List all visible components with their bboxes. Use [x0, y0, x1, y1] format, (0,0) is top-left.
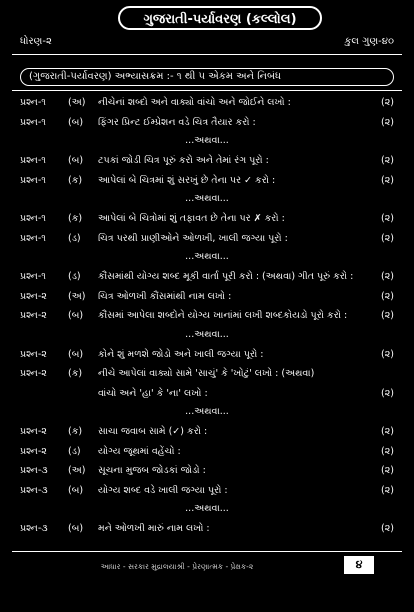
question-row — [20, 288, 394, 306]
sub-question-label: (ક) — [68, 174, 83, 186]
question-number: પ્રશ્ન-૧ — [20, 155, 46, 166]
sub-question-label: (બ) — [68, 155, 84, 166]
or-separator: ...અથવા... — [185, 328, 229, 340]
question-marks: (૨) — [381, 445, 394, 457]
question-row — [20, 346, 394, 364]
question-row — [20, 423, 394, 441]
page-title-banner: ગુજરાતી-પર્યાવરણ (કલ્લોલ) — [118, 6, 322, 30]
question-number: પ્રશ્ન-૨ — [20, 348, 47, 360]
question-row — [20, 520, 394, 538]
question-text: આપેલાં બે ચિત્રમાં શું સરખું છે તેના પર ✓ કરો : — [98, 174, 276, 186]
question-number: પ્રશ્ન-૧ — [20, 116, 46, 128]
question-text: કોને શું મળશે જોડો અને ખાલી જગ્યા પૂરો : — [98, 348, 264, 360]
question-text: ટપકાં જોડી ચિત્ર પૂરું કરો અને તેમાં રંગ પૂરો : — [98, 155, 269, 166]
question-marks: (૨) — [381, 387, 394, 399]
question-number: પ્રશ્ન-૨ — [20, 310, 47, 321]
question-text: નીચે આપેલાં વાક્યો સામે 'સાચું' કે 'ખોટું' લખો : (અથવા) — [98, 368, 315, 379]
question-number: પ્રશ્ન-૨ — [20, 290, 47, 302]
question-text: કૌંસમાંથી યોગ્ય શબ્દ મૂકી વાર્તા પૂરી કરો : (અથવા) ગીત પૂરું કરો : — [98, 271, 354, 282]
question-row — [20, 385, 394, 403]
question-text: મને ઓળખી મારું નામ લખો : — [98, 523, 210, 534]
question-marks: (૨) — [381, 290, 394, 302]
sub-question-label: (અ) — [68, 290, 86, 302]
question-row — [20, 443, 394, 461]
sub-question-label: (બ) — [68, 523, 84, 534]
page-number: ૪ — [344, 556, 374, 574]
or-separator: ...અથવા... — [185, 251, 229, 262]
question-number: પ્રશ્ન-૧ — [20, 232, 46, 244]
or-separator: ...અથવા... — [185, 135, 229, 146]
question-row — [20, 114, 394, 132]
sub-question-label: (ક) — [68, 426, 83, 437]
question-marks: (૨) — [381, 271, 394, 282]
or-separator: ...અથવા... — [185, 193, 229, 204]
question-number: પ્રશ્ન-૧ — [20, 213, 46, 224]
header-divider — [12, 54, 402, 55]
question-text: વાંચો અને 'હા' કે 'ના' લખો : — [98, 387, 208, 399]
header-row — [20, 36, 394, 52]
sub-question-label: (ક) — [68, 368, 83, 379]
sub-question-label: (ડ) — [68, 232, 81, 244]
sub-question-label: (બ) — [68, 484, 84, 496]
sub-question-label: (અ) — [68, 97, 86, 108]
question-marks: (૨) — [381, 465, 394, 476]
sub-question-label: (ડ) — [68, 445, 81, 457]
sub-question-label: (ક) — [68, 213, 83, 224]
question-marks: (૨) — [381, 426, 394, 437]
sub-question-label: (બ) — [68, 116, 84, 128]
question-text: કૌંસમાં આપેલા શબ્દોને યોગ્ય ખાનાંમાં લખી શબ્દકોયડો પૂરો કરો : — [98, 310, 348, 321]
question-row — [20, 94, 394, 112]
question-text: સાચા જવાબ સામે (✓) કરો : — [98, 426, 208, 437]
question-number: પ્રશ્ન-૩ — [20, 465, 48, 476]
question-text: સૂચના મુજબ જોડકાં જોડો : — [98, 465, 206, 476]
sub-question-label: (ડ) — [68, 271, 81, 282]
question-row — [20, 152, 394, 170]
total-marks-label: કુલ ગુણ-૪૦ — [344, 36, 394, 47]
question-number: પ્રશ્ન-૨ — [20, 368, 47, 379]
question-marks: (૨) — [381, 484, 394, 496]
question-number: પ્રશ્ન-૧ — [20, 271, 46, 282]
question-row — [20, 172, 394, 190]
question-number: પ્રશ્ન-૨ — [20, 445, 47, 457]
question-row — [20, 307, 394, 325]
footer-text: આધાર - સરકાર મુદ્રાલયાશ્રી - પ્રેરણાત્મક - પ્રેક્ષક-૨ — [100, 562, 254, 571]
question-number: પ્રશ્ન-૩ — [20, 523, 48, 534]
question-row — [20, 365, 394, 383]
syllabus-divider — [12, 90, 402, 91]
standard-label: ધોરણ-૨ — [20, 36, 52, 47]
question-marks: (૨) — [381, 310, 394, 321]
or-separator: ...અથવા... — [185, 406, 229, 417]
question-marks: (૨) — [381, 523, 394, 534]
question-row — [20, 268, 394, 286]
question-marks: (૨) — [381, 232, 394, 244]
question-text: યોગ્ય શબ્દ વડે ખાલી જગ્યા પૂરો : — [98, 484, 228, 496]
question-number: પ્રશ્ન-૧ — [20, 174, 46, 186]
question-marks: (૨) — [381, 155, 394, 166]
or-separator: ...અથવા... — [185, 503, 229, 514]
sub-question-label: (બ) — [68, 348, 84, 360]
question-number: પ્રશ્ન-૧ — [20, 97, 46, 108]
question-number: પ્રશ્ન-૨ — [20, 426, 47, 437]
question-text: યોગ્ય જૂથમાં વહેંચો : — [98, 445, 181, 457]
syllabus-box: (ગુજરાતી-પર્યાવરણ) અભ્યાસક્રમ :- ૧ થી ૫ એકમ અને નિબંધ — [20, 68, 394, 86]
question-marks: (૨) — [381, 348, 394, 360]
question-text: ચિત્ર પરથી પ્રાણીઓને ઓળખી, ખાલી જગ્યા પૂરો : — [98, 232, 288, 244]
question-text: ચિત્ર ઓળખી કૌંસમાંથી નામ લખો : — [98, 290, 232, 302]
sub-question-label: (અ) — [68, 465, 86, 476]
question-text: ફિંગર પ્રિન્ટ ઈમ્પ્રેશન વડે ચિત્ર તૈયાર કરો : — [98, 116, 256, 128]
sub-question-label: (બ) — [68, 310, 84, 321]
question-number: પ્રશ્ન-૩ — [20, 484, 48, 496]
question-row — [20, 462, 394, 480]
question-marks: (૨) — [381, 174, 394, 186]
question-marks: (૨) — [381, 97, 394, 108]
question-row — [20, 482, 394, 500]
question-row — [20, 230, 394, 248]
question-marks: (૨) — [381, 213, 394, 224]
question-marks: (૨) — [381, 116, 394, 128]
question-text: નીચેનાં શબ્દો અને વાક્યો વાંચો અને જોઈને લખો : — [98, 97, 291, 108]
question-row — [20, 210, 394, 228]
footer-divider — [12, 551, 402, 552]
question-text: આપેલાં બે ચિત્રોમાં શું તફાવત છે તેના પર ✗ કરો : — [98, 213, 285, 224]
